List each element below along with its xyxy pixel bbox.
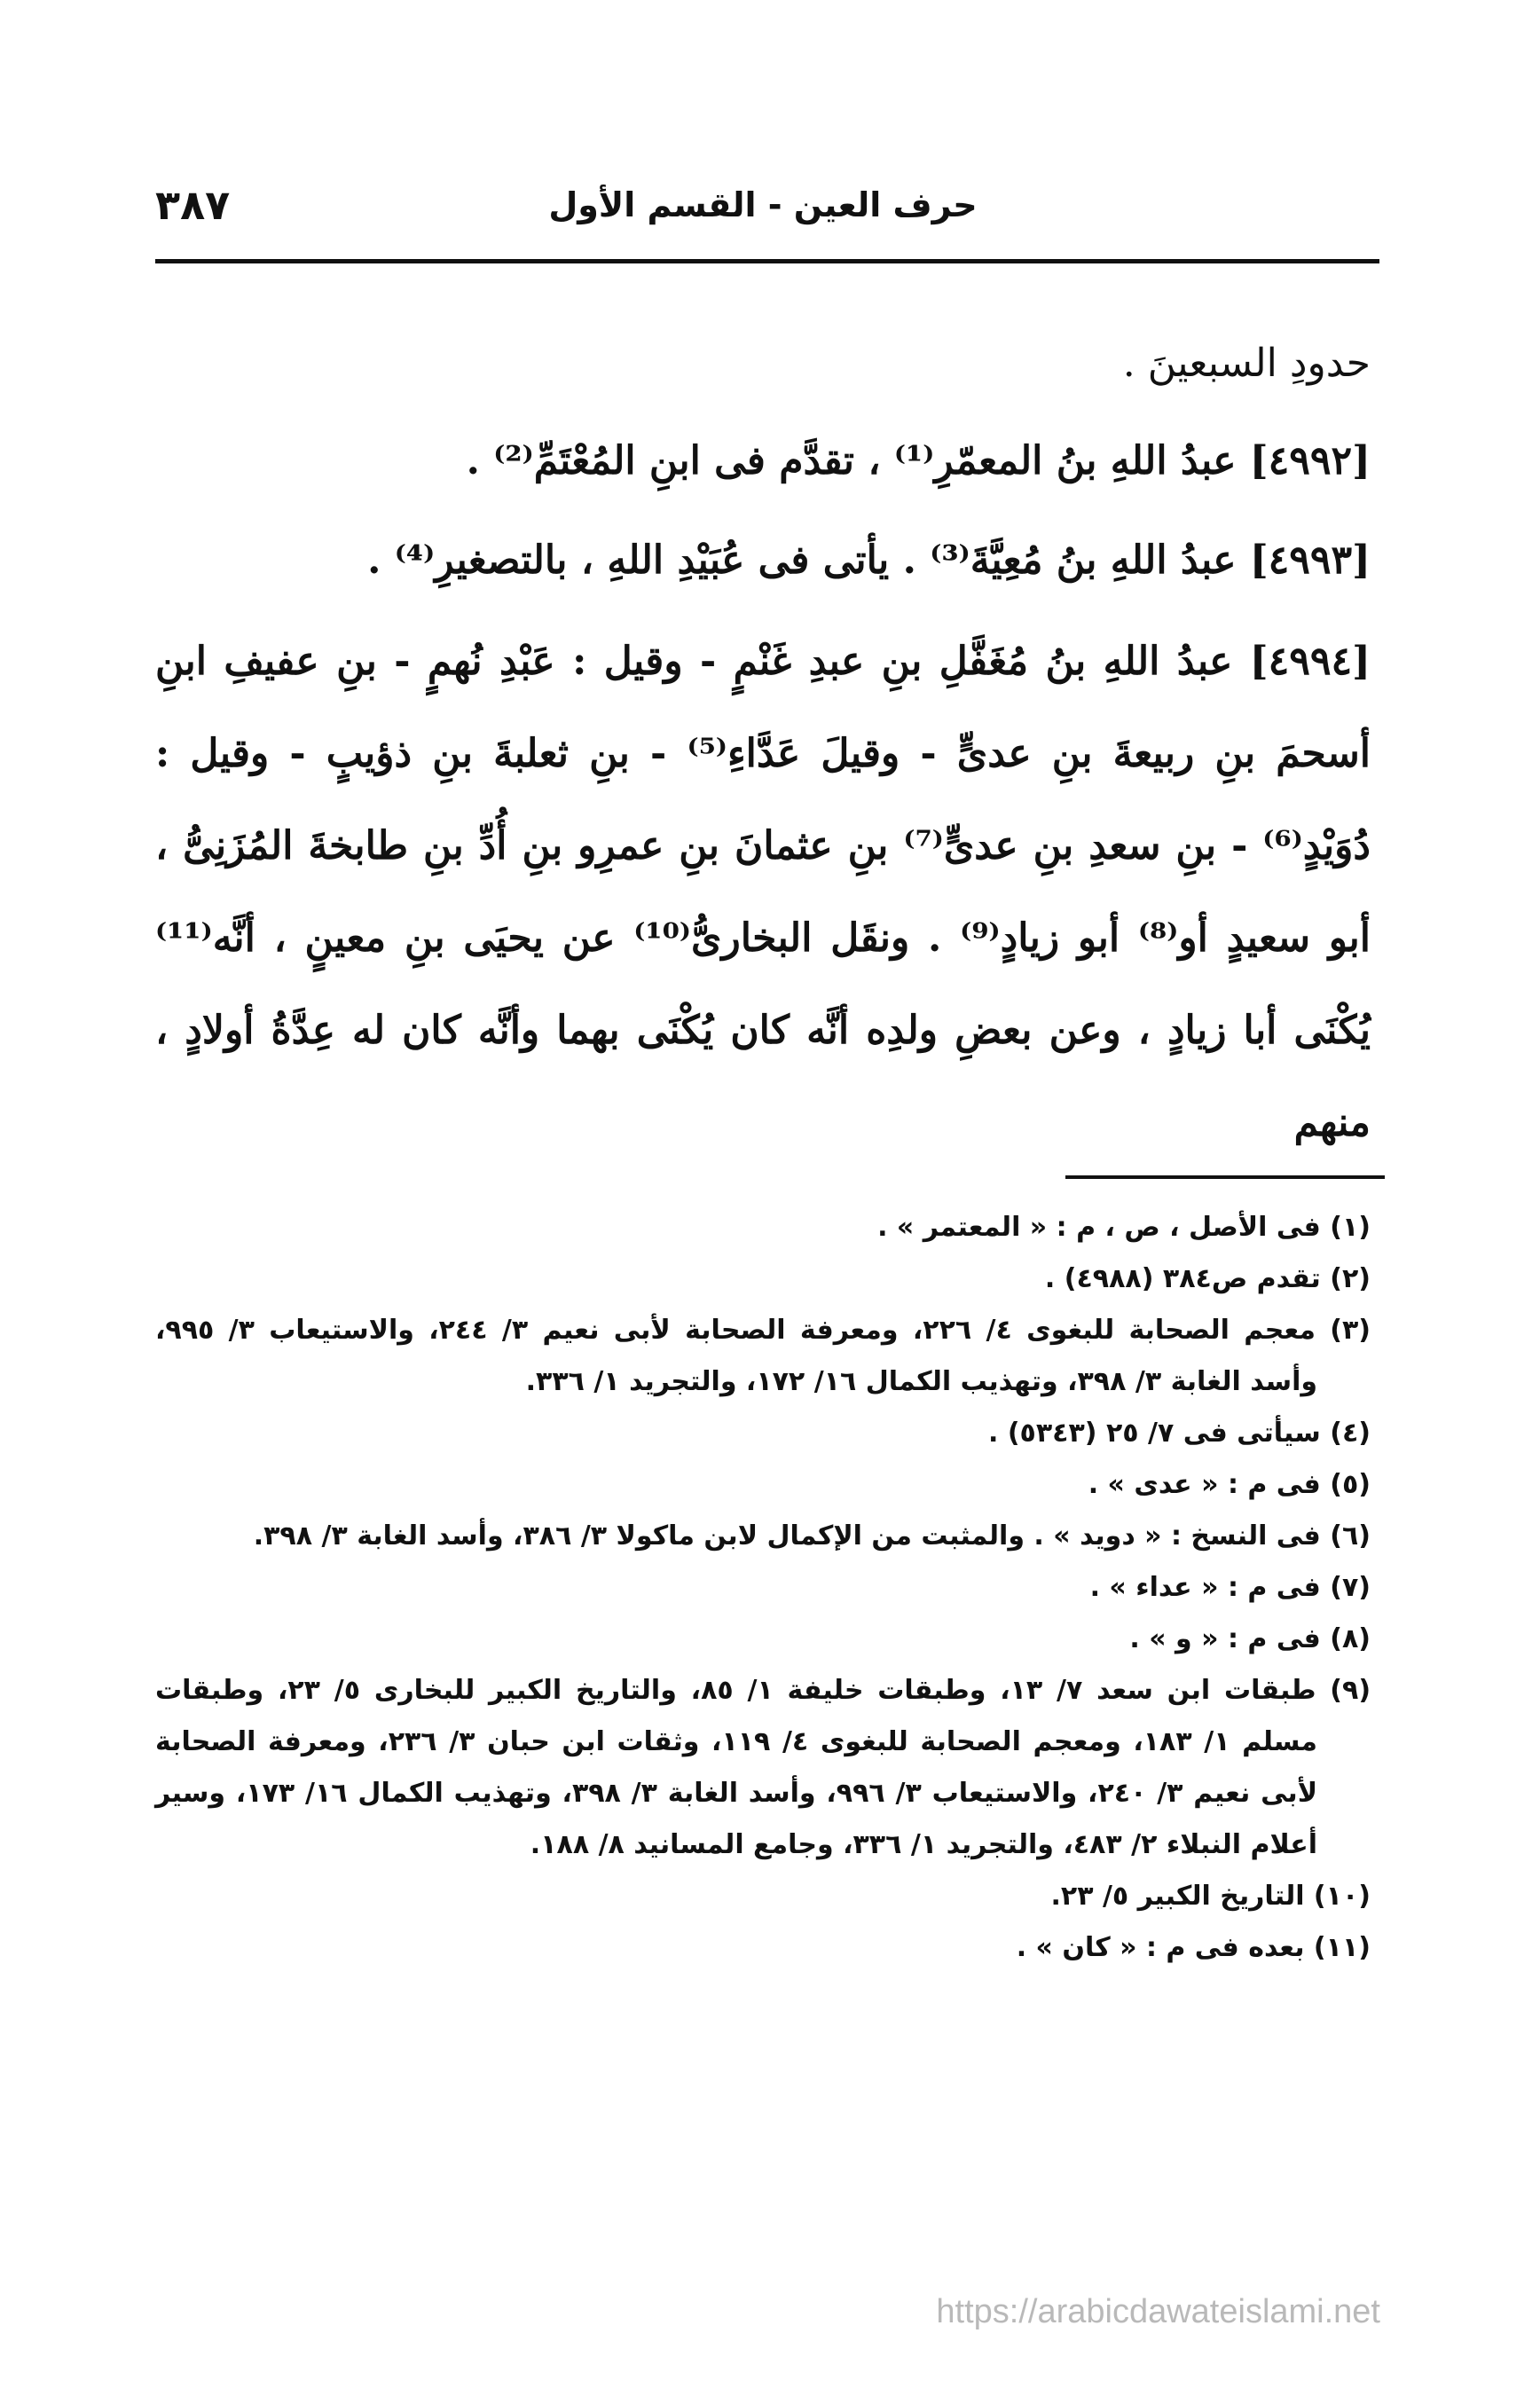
main-text bbox=[155, 319, 1371, 1169]
footnote-rule bbox=[1065, 1175, 1385, 1179]
intro-line: حدودِ السبعينَ . bbox=[1122, 341, 1371, 386]
watermark-url: https://arabicdawateislami.net bbox=[936, 2293, 1380, 2330]
footnote-6: (٦) فى النسخ : « دويد » . والمثبت من الإكمال لابن ماكولا ٣/ ٣٨٦، وأسد الغابة ٣/ ٣٩٨. bbox=[253, 1520, 1371, 1552]
entry-4994: [٤٩٩٤] عبدُ اللهِ بنُ مُغَفَّلِ بنِ عبدِ غَنْمٍ - وقيل : عَبْدِ نُهمٍ - بنِ عفيفِ ابنِ أسحمَ بنِ ربيعةَ بنِ عدىٍّ - وقيلَ عَدَّاءِ⁽⁵⁾ - بنِ ثعلبةَ بنِ ذؤيبٍ - وقيل : دُوَيْدٍ⁽⁶⁾ - بنِ سعدِ بنِ عدىٍّ⁽⁷⁾ بنِ عثمانَ بنِ عمرِو بنِ أُدِّ بنِ طابخةَ المُزَنِىُّ ، أبو سعيدٍ أو⁽⁸⁾ أبو زيادٍ⁽⁹⁾ . ونقَل البخارىُّ⁽¹⁰⁾ عن يحيَى بنِ معينٍ ، أنَّه⁽¹¹⁾ يُكْنَى أبا زيادٍ ، وعن بعضِ ولدِه أنَّه كان يُكْنَى بهما وأنَّه كان له عِدَّةُ أولادٍ ، منهم bbox=[155, 639, 1371, 1145]
footnotes bbox=[155, 1202, 1371, 1974]
footnote-7: (٧) فى م : « عداء » . bbox=[1089, 1572, 1371, 1603]
entry-4993: [٤٩٩٣] عبدُ اللهِ بنُ مُعِيَّةَ⁽³⁾ . يأتى فى عُبَيْدِ اللهِ ، بالتصغيرِ⁽⁴⁾ . bbox=[367, 538, 1371, 583]
entry-4992: [٤٩٩٢] عبدُ اللهِ بنُ المعمّرِ⁽¹⁾ ، تقدَّم فى ابنِ المُعْتَمِّ⁽²⁾ . bbox=[466, 438, 1371, 483]
footnote-11: (١١) بعده فى م : « كان » . bbox=[1016, 1932, 1371, 1963]
page-number: ٣٨٧ bbox=[155, 181, 231, 229]
running-head: حرف العين - القسم الأول bbox=[548, 185, 978, 224]
footnote-8: (٨) فى م : « و » . bbox=[1129, 1623, 1371, 1654]
footnote-10: (١٠) التاريخ الكبير ٥/ ٢٣. bbox=[1050, 1881, 1371, 1912]
header-rule bbox=[155, 259, 1379, 263]
footnote-5: (٥) فى م : « عدى » . bbox=[1088, 1469, 1371, 1500]
footnote-4: (٤) سيأتى فى ٧/ ٢٥ (٥٣٤٣) . bbox=[987, 1418, 1371, 1449]
footnote-9: (٩) طبقات ابن سعد ٧/ ١٣، وطبقات خليفة ١/ ٨٥، والتاريخ الكبير للبخارى ٥/ ٢٣، وطبقات مسلم ١/ ١٨٣، ومعجم الصحابة للبغوى ٤/ ١١٩، وثقات ابن حبان ٣/ ٢٣٦، ومعرفة الصحابة لأبى نعيم ٣/ ٢٤٠، والاستيعاب ٣/ ٩٩٦، وأسد الغابة ٣/ ٣٩٨، وتهذيب الكمال ١٦/ ١٧٣، وسير أعلام النبلاء ٢/ ٤٨٣، والتجريد ١/ ٣٣٦، وجامع المسانيد ٨/ ١٨٨. bbox=[155, 1675, 1371, 1860]
footnote-1: (١) فى الأصل ، ص ، م : « المعتمر » . bbox=[877, 1212, 1371, 1243]
page-header bbox=[155, 174, 1371, 236]
footnote-2: (٢) تقدم ص٣٨٤ (٤٩٨٨) . bbox=[1044, 1263, 1371, 1294]
footnote-3: (٣) معجم الصحابة للبغوى ٤/ ٢٢٦، ومعرفة الصحابة لأبى نعيم ٣/ ٢٤٤، والاستيعاب ٣/ ٩٩٥، وأسد الغابة ٣/ ٣٩٨، وتهذيب الكمال ١٦/ ١٧٢، والتجريد ١/ ٣٣٦. bbox=[155, 1315, 1371, 1397]
